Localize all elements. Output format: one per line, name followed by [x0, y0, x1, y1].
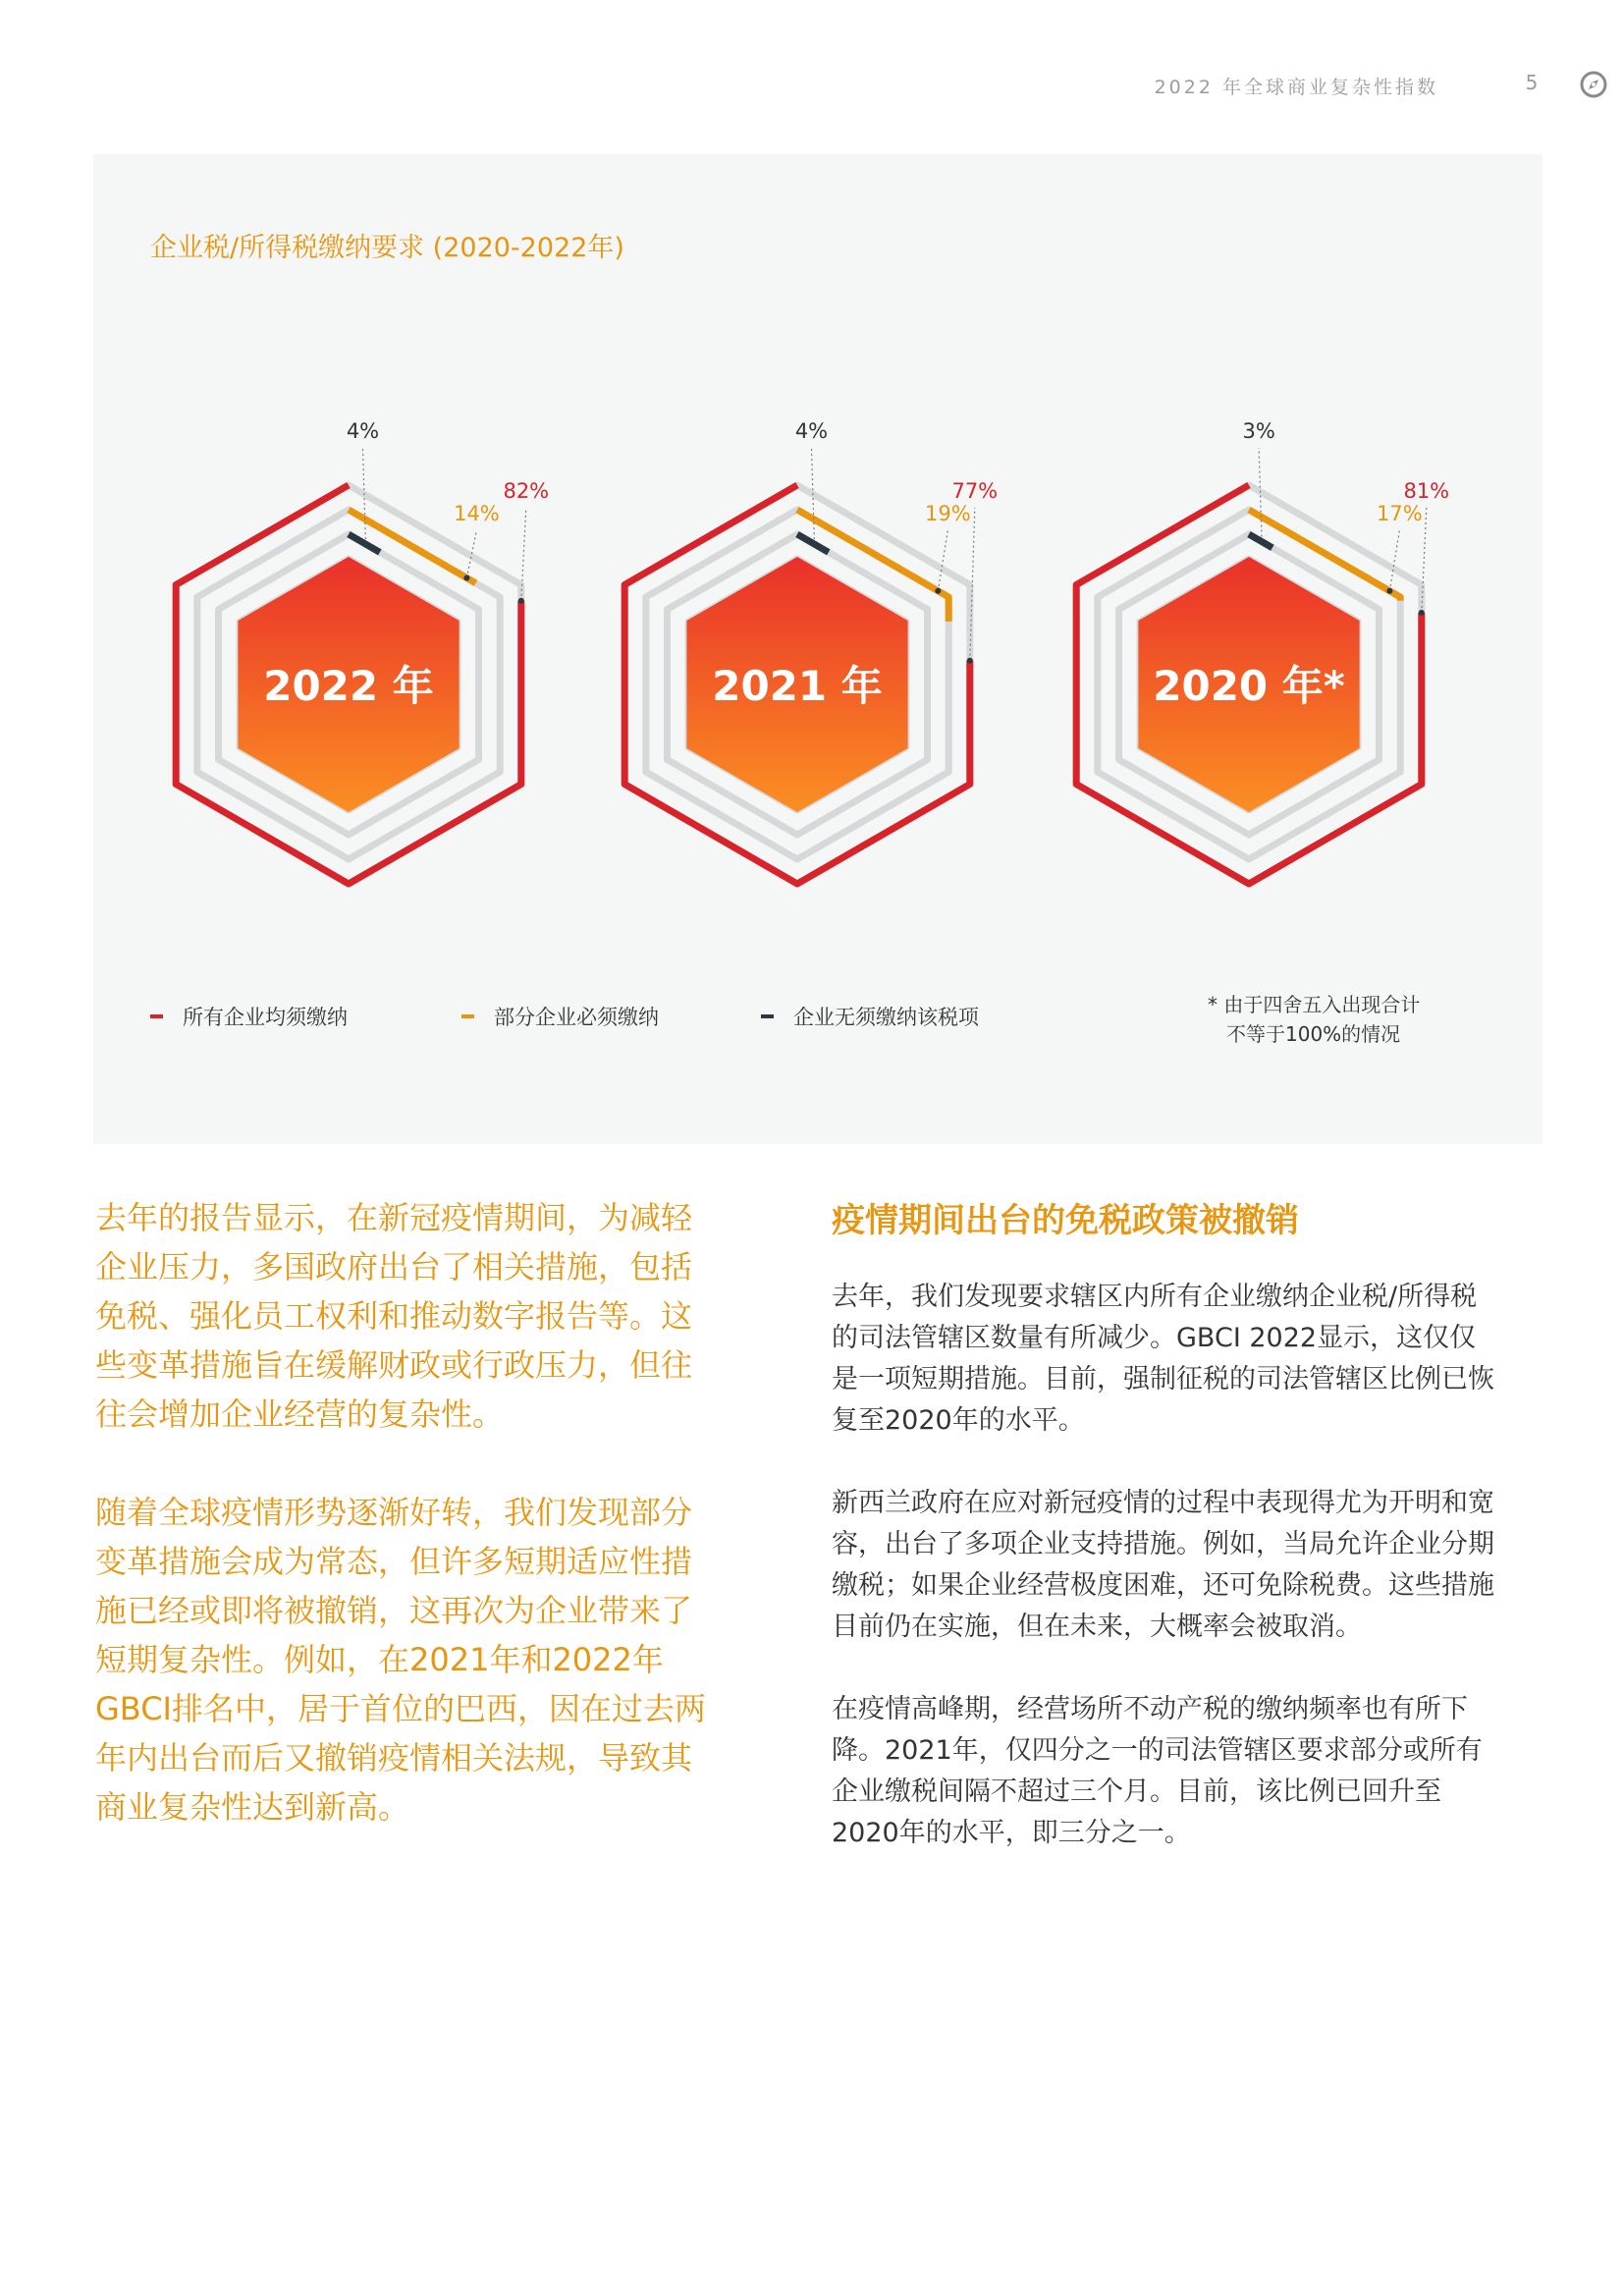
label-dot	[463, 575, 469, 581]
footnote-line-1: * 由于四舍五入出现合计	[1208, 993, 1421, 1016]
hexagon-charts	[0, 0, 1623, 982]
intro-column	[95, 1193, 714, 1881]
data-label-all: 81%	[1403, 479, 1450, 503]
body-paragraph: 在疫情高峰期，经营场所不动产税的缴纳频率也有所下降。2021年，仅四分之一的司法管辖区要求部分或所有企业缴税间隔不超过三个月。目前，该比例已回升至2020年的水平，即三分之一。	[832, 1694, 1483, 1848]
chart-title: 企业税/所得税缴纳要求 (2020-2022年)	[150, 233, 624, 263]
legend-label-none: 企业无须缴纳该税项	[793, 1006, 979, 1029]
data-label-some: 17%	[1377, 502, 1423, 525]
hexagon-chart-1	[624, 419, 998, 884]
hexagon-chart-0	[176, 419, 549, 884]
legend-item-some	[461, 1002, 659, 1031]
report-title: 2022 年全球商业复杂性指数	[1154, 77, 1438, 98]
label-leader	[938, 530, 947, 591]
legend-swatch-some	[461, 1014, 474, 1018]
section-heading: 疫情期间出台的免税政策被撤销	[832, 1201, 1299, 1240]
body-paragraph: 去年，我们发现要求辖区内所有企业缴纳企业税/所得税的司法管辖区数量有所减少。GBCI 2022显示，这仅仅是一项短期措施。目前，强制征税的司法管辖区比例已恢复至2020年的水平。	[832, 1282, 1494, 1436]
data-label-none: 4%	[346, 419, 380, 443]
legend-label-some: 部分企业必须缴纳	[494, 1006, 659, 1029]
year-label: 2020 年*	[1153, 662, 1345, 710]
legend-item-none	[761, 1002, 979, 1031]
body-paragraph: 新西兰政府在应对新冠疫情的过程中表现得尤为开明和宽容，出台了多项企业支持措施。例如，当局允许企业分期缴税；如果企业经营极度困难，还可免除税费。这些措施目前仍在实施，但在未来，大概率会被取消。	[832, 1488, 1494, 1642]
hexagon-chart-2	[1076, 419, 1449, 884]
data-label-some: 19%	[925, 502, 971, 525]
page-number: 5	[1525, 71, 1539, 94]
intro-paragraph: 去年的报告显示，在新冠疫情期间，为减轻企业压力，多国政府出台了相关措施，包括免税、强化员工权利和推动数字报告等。这些变革措施旨在缓解财政或行政压力，但往往会增加企业经营的复杂性。	[95, 1199, 693, 1433]
legend-label-all: 所有企业均须缴纳	[183, 1006, 348, 1029]
label-leader	[1389, 530, 1399, 591]
data-label-all: 82%	[503, 479, 550, 503]
data-label-none: 4%	[794, 419, 829, 443]
label-dot	[518, 598, 524, 604]
label-dot	[1419, 610, 1425, 616]
footnote-line-2: 不等于100%的情况	[1226, 1022, 1401, 1046]
year-label: 2021 年	[712, 662, 883, 710]
data-label-none: 3%	[1242, 419, 1275, 443]
chart-footnote	[1208, 990, 1463, 1049]
data-label-some: 14%	[454, 502, 500, 525]
label-dot	[1386, 588, 1392, 594]
body-column	[832, 1277, 1499, 1895]
intro-paragraph: 随着全球疫情形势逐渐好转，我们发现部分变革措施会成为常态，但许多短期适应性措施已经或即将被撤销，这再次为企业带来了短期复杂性。例如，在2021年和2022年GBCI排名中，居于首位的巴西，因在过去两年内出台而后又撤销疫情相关法规，导致其商业复杂性达到新高。	[95, 1494, 706, 1826]
legend-swatch-all	[150, 1014, 163, 1018]
label-dot	[1259, 539, 1265, 545]
label-dot	[967, 658, 973, 664]
label-dot	[935, 588, 941, 594]
label-dot	[362, 541, 368, 547]
year-label: 2022 年	[263, 662, 434, 710]
label-dot	[811, 541, 817, 547]
data-label-all: 77%	[951, 479, 999, 503]
legend-item-all	[150, 1002, 348, 1031]
legend-swatch-none	[761, 1014, 774, 1018]
